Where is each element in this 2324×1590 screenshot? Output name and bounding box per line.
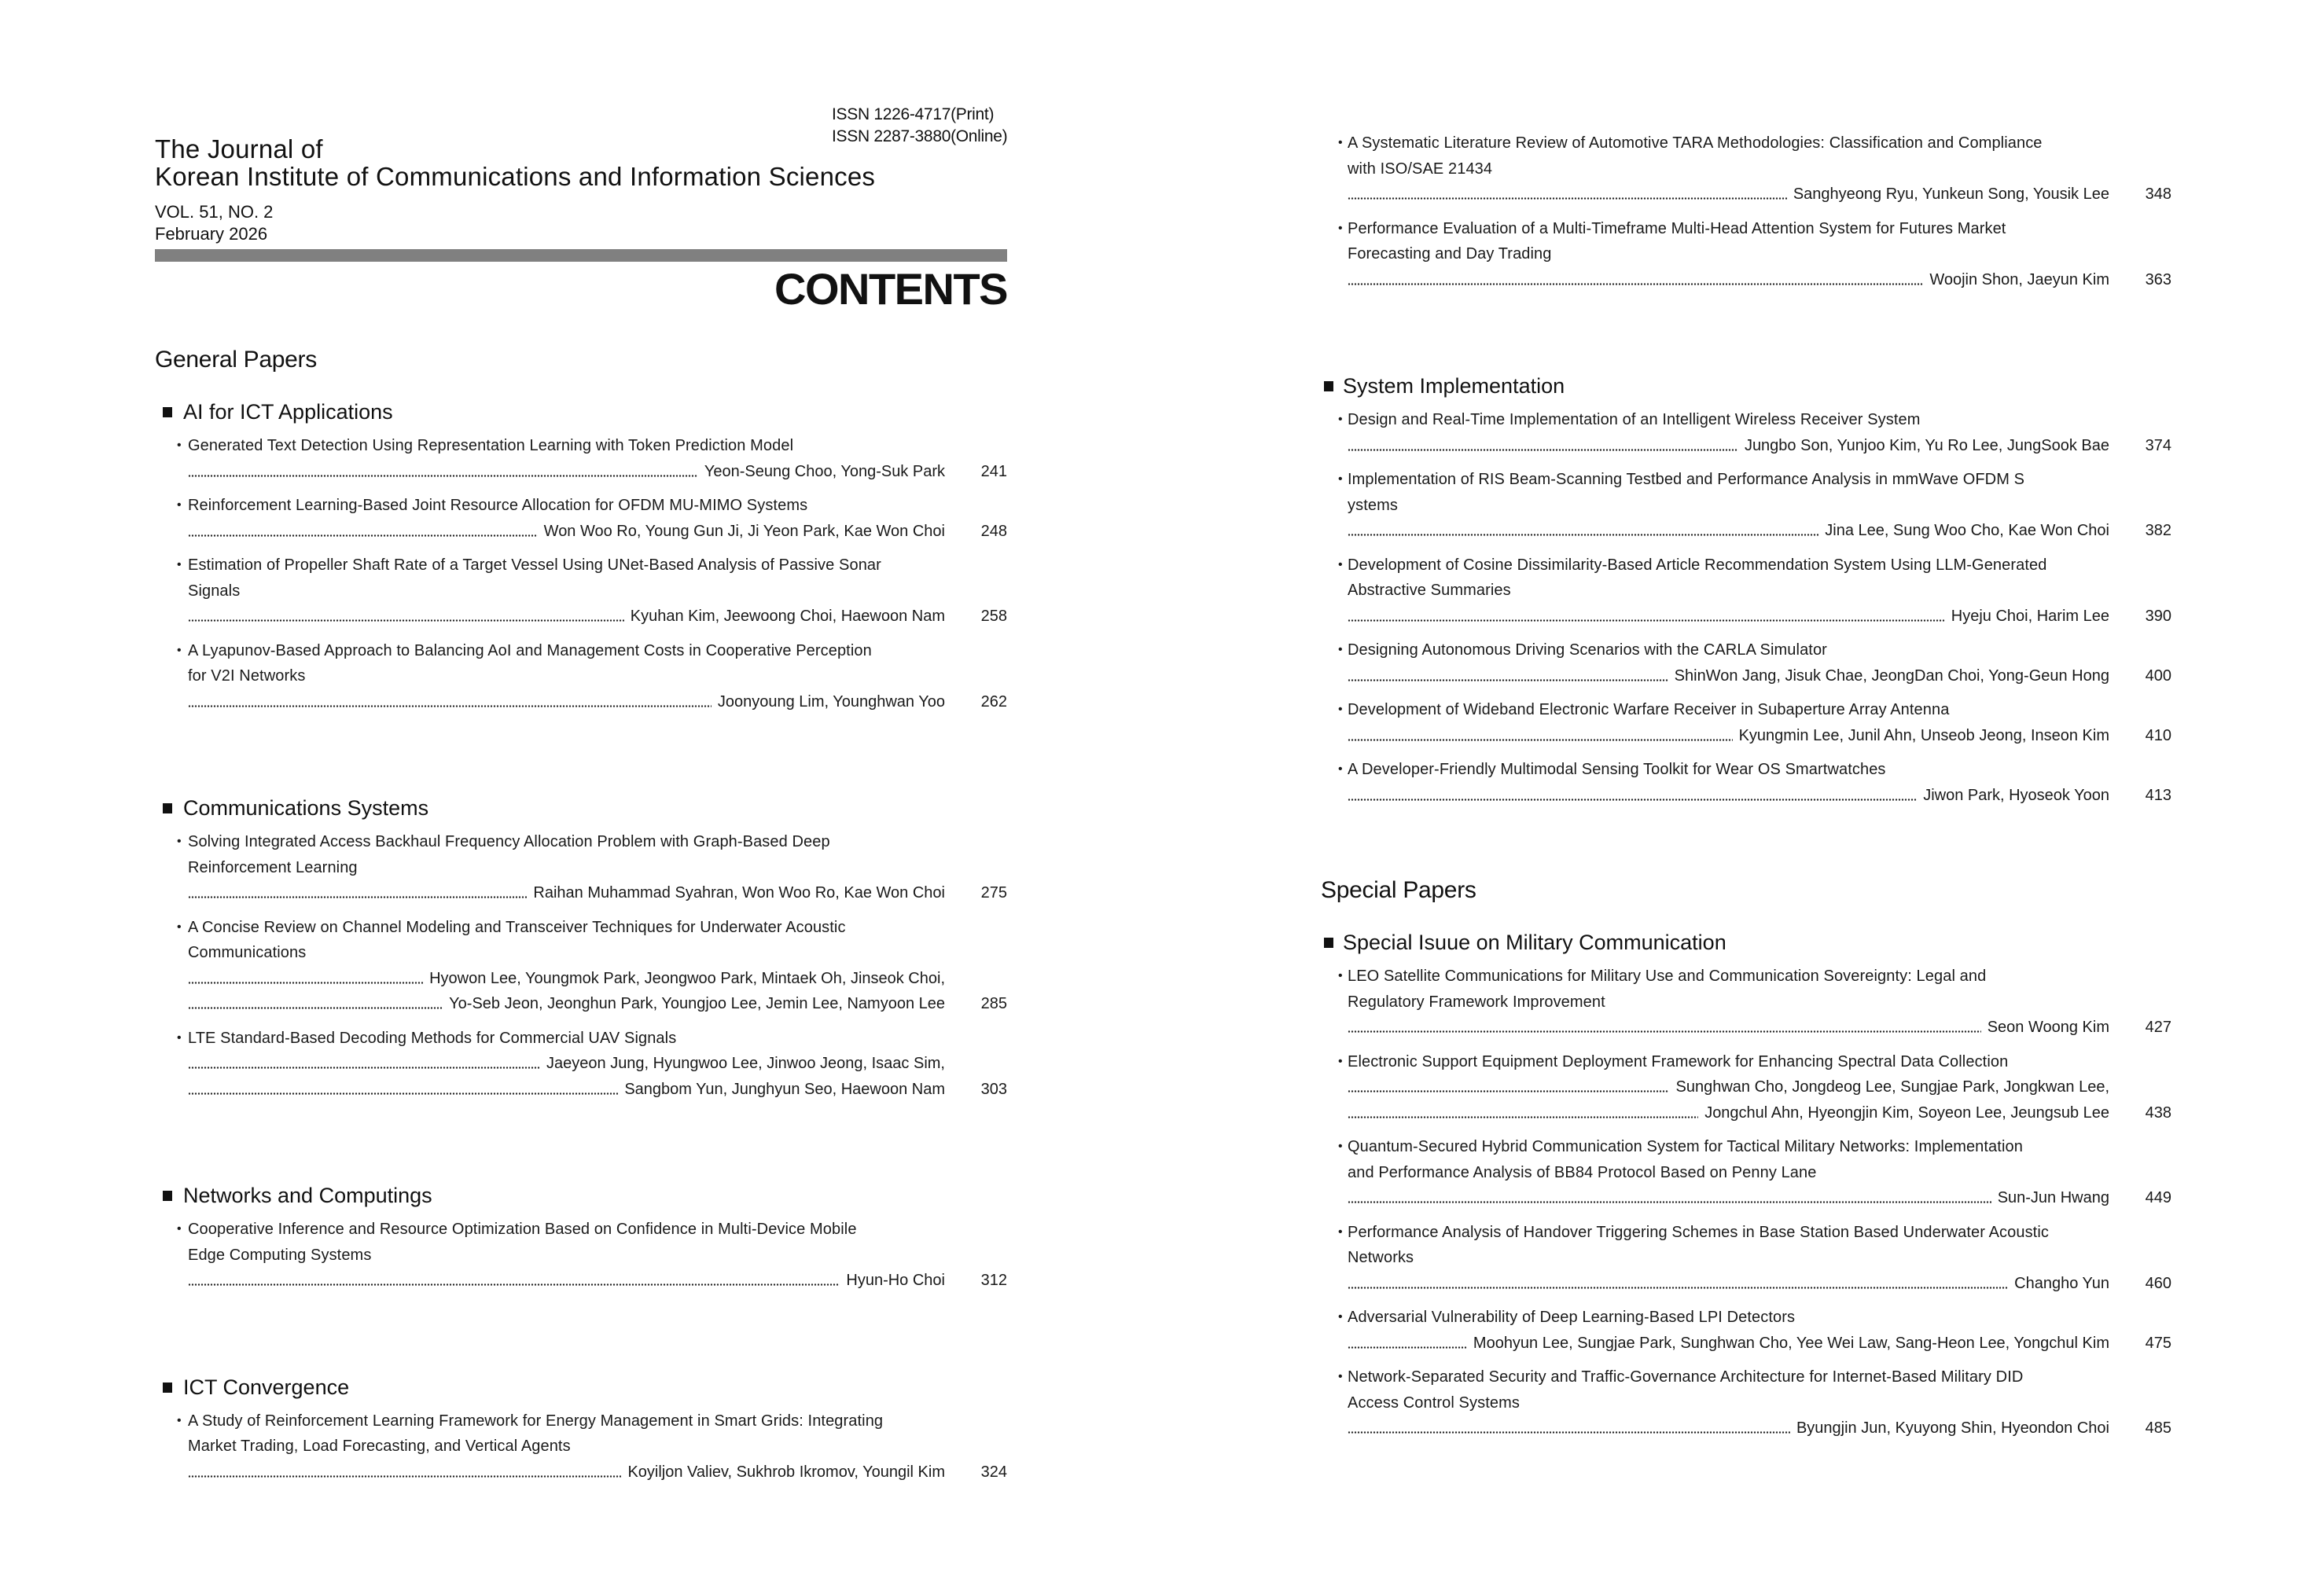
toc-entry[interactable] [155,1217,1007,1294]
leader-dots [188,475,698,477]
entry-title-line: and Performance Analysis of BB84 Protocol Based on Penny Lane [1348,1163,1817,1181]
entry-author-line [1348,604,2171,630]
toc-entry[interactable] [1321,1305,2171,1356]
section-heading [155,398,1007,426]
leader-dots [188,705,712,707]
entry-page-number: 262 [980,692,1007,711]
section-heading-label: AI for ICT Applications [183,400,393,424]
entry-authors: Byungjin Jun, Kyuyong Shin, Hyeondon Choi [1792,1416,2109,1441]
section-heading [1321,928,2171,957]
entry-author-line [188,1077,1007,1103]
toc-entry[interactable] [155,1408,1007,1485]
leader-dots [188,1092,618,1095]
entry-author-line [188,1051,1007,1077]
section-spacer [155,1111,1007,1159]
section-heading-label: Networks and Computings [183,1184,432,1207]
entry-title-line: • Performance Analysis of Handover Triggering Schemes in Base Station Based Underwater Acoustic [1321,1220,2171,1246]
entry-author-line [1348,1331,2171,1357]
right-sections [1321,301,2171,808]
entry-page-number: 258 [980,608,1007,625]
toc-entry[interactable] [1321,964,2171,1041]
entry-author-line [1348,1416,2171,1441]
entry-title-line: • Generated Text Detection Using Representation Learning with Token Prediction Model [155,433,1007,459]
entry-title-line: with ISO/SAE 21434 [1348,160,1493,178]
issn-online: ISSN 2287-3880(Online) [832,127,1008,145]
entry-author-line [1348,267,2171,293]
leader-dots [188,1475,621,1478]
toc-entry[interactable] [155,493,1007,544]
entry-title-line: Abstractive Summaries [1348,582,1511,599]
entry-author-line [1348,1271,2171,1297]
entry-title-line: for V2I Networks [188,667,306,685]
entry-authors: Sun-Jun Hwang [1993,1185,2109,1211]
entry-authors: Jungbo Son, Yunjoo Kim, Yu Ro Lee, JungSook Bae [1740,433,2109,459]
entry-authors: Moohyun Lee, Sungjae Park, Sunghwan Cho, Yee Wei Law, Sang-Heon Lee, Yongchul Kim [1469,1331,2109,1357]
entry-page-number: 460 [2145,1274,2171,1292]
leader-dots [1348,1201,1991,1203]
entry-author-line [1348,723,2171,749]
entry-page-number: 413 [2145,786,2171,804]
entry-title-line: Communications [188,944,307,961]
leader-dots [1348,739,1733,741]
entry-title-line: • A Developer-Friendly Multimodal Sensing Toolkit for Wear OS Smartwatches [1321,757,2171,783]
part-title-special-papers: Special Papers [1321,877,1476,903]
entry-title-line: • A Lyapunov-Based Approach to Balancing AoI and Management Costs in Cooperative Perception [155,638,1007,664]
square-bullet-icon [163,803,172,813]
entry-authors: Jongchul Ahn, Hyeongjin Kim, Soyeon Lee, Jeungsub Lee [1700,1100,2109,1126]
volume-number: VOL. 51, NO. 2 [155,202,274,222]
issue-date: February 2026 [155,224,268,244]
journal-title [155,135,875,190]
leader-dots [188,1067,540,1069]
entry-author-line [1348,663,2171,689]
entry-title-line: Access Control Systems [1348,1394,1520,1412]
section-heading [155,1181,1007,1210]
entry-page-number: 363 [2145,270,2171,288]
entry-author-line [188,991,1007,1017]
section-spacer [1321,301,2171,350]
entry-authors: Joonyoung Lim, Younghwan Yoo [713,689,945,715]
entry-author-line [1348,1185,2171,1211]
entry-title-line: • Design and Real-Time Implementation of an Intelligent Wireless Receiver System [1321,407,2171,433]
leader-dots [1348,449,1738,451]
entry-authors: Sunghwan Cho, Jongdeog Lee, Sungjae Park, Jongkwan Lee, [1671,1074,2109,1100]
entry-title-line: • Network-Separated Security and Traffic-Governance Architecture for Internet-Based Military DID [1321,1364,2171,1390]
header-divider-bar [155,249,1007,262]
entry-page-number: 275 [980,884,1007,901]
entry-title-line: • Quantum-Secured Hybrid Communication System for Tactical Military Networks: Implementation [1321,1134,2171,1160]
entry-authors: Hyeju Choi, Harim Lee [1947,604,2109,630]
entry-title-line: • Electronic Support Equipment Deployment Framework for Enhancing Spectral Data Collection [1321,1049,2171,1075]
entry-author-line [1348,783,2171,809]
leader-dots [1348,619,1945,622]
toc-entry[interactable] [1321,407,2171,458]
leader-dots [1348,1090,1669,1092]
toc-entry[interactable] [1321,553,2171,630]
entry-author-line [188,880,1007,906]
section-heading [155,1373,1007,1401]
square-bullet-icon [163,407,172,417]
entry-author-line [188,966,1007,992]
entry-title-line: Edge Computing Systems [188,1246,372,1264]
entry-title-line: • Solving Integrated Access Backhaul Frequency Allocation Problem with Graph-Based Deep [155,829,1007,855]
entry-authors: ShinWon Jang, Jisuk Chae, JeongDan Choi, Yong-Geun Hong [1670,663,2109,689]
toc-entry[interactable] [1321,697,2171,748]
special-sections [1321,928,2171,1441]
entry-title-line: Signals [188,582,241,600]
entry-page-number: 390 [2145,607,2171,625]
part-title-general-papers: General Papers [155,347,317,373]
leader-dots [1348,283,1923,285]
entry-authors: Hyun-Ho Choi [841,1268,945,1294]
leader-dots [188,982,423,984]
entry-authors: Raihan Muhammad Syahran, Won Woo Ro, Kae Won Choi [528,880,945,906]
left-column [155,344,1007,1493]
entry-title-line: Forecasting and Day Trading [1348,245,1552,263]
contents-heading: CONTENTS [774,264,1007,314]
section-heading-label: ICT Convergence [183,1375,350,1399]
entry-authors: Changho Yun [2010,1271,2109,1297]
leader-dots [1348,197,1787,200]
entry-title-line: Reinforcement Learning [188,858,358,876]
entry-title-line: Regulatory Framework Improvement [1348,993,1605,1011]
toc-entry[interactable] [1321,1049,2171,1126]
section-heading [155,794,1007,822]
section-heading [1321,372,2171,400]
toc-entry[interactable] [155,915,1007,1017]
entry-title-line: • A Concise Review on Channel Modeling and Transceiver Techniques for Underwater Acoustic [155,915,1007,941]
entry-title-line: • Reinforcement Learning-Based Joint Resource Allocation for OFDM MU-MIMO Systems [155,493,1007,519]
journal-title-line2: Korean Institute of Communications and Information Sciences [155,162,876,191]
leader-dots [188,896,527,898]
toc-entry[interactable] [155,553,1007,630]
entry-title-line: • Estimation of Propeller Shaft Rate of a Target Vessel Using UNet-Based Analysis of Passive Sonar [155,553,1007,578]
entry-author-line [188,604,1007,630]
entry-author-line [1348,1100,2171,1126]
entry-author-line [1348,518,2171,544]
entry-authors: Hyowon Lee, Youngmok Park, Jeongwoo Park, Mintaek Oh, Jinseok Choi, [425,966,945,992]
square-bullet-icon [1324,938,1333,948]
entry-author-line [188,519,1007,545]
entry-title-line: • Implementation of RIS Beam-Scanning Testbed and Performance Analysis in mmWave OFDM S [1321,467,2171,493]
entry-authors: Kyungmin Lee, Junil Ahn, Unseob Jeong, Inseon Kim [1734,723,2109,749]
entry-title-line: • Development of Wideband Electronic Warfare Receiver in Subaperture Array Antenna [1321,697,2171,723]
entry-title-line: • A Study of Reinforcement Learning Framework for Energy Management in Smart Grids: Integrating [155,1408,1007,1434]
journal-title-line1: The Journal of [155,134,323,163]
entry-page-number: 312 [980,1272,1007,1289]
section-spacer [155,723,1007,772]
entry-authors: Yo-Seb Jeon, Jeonghun Park, Youngjoo Lee, Jemin Lee, Namyoon Lee [444,991,945,1017]
entry-author-line [188,1268,1007,1294]
toc-entry[interactable] [155,638,1007,715]
entry-page-number: 324 [980,1463,1007,1481]
entry-authors: Yeon-Seung Choo, Yong-Suk Park [700,459,945,485]
toc-entry[interactable] [155,829,1007,906]
entry-title-line: Market Trading, Load Forecasting, and Vertical Agents [188,1438,571,1455]
entry-author-line [1348,1015,2171,1041]
entry-authors: Seon Woong Kim [1983,1015,2109,1041]
leader-dots [1348,1287,2008,1289]
entry-title-line: • Development of Cosine Dissimilarity-Based Article Recommendation System Using LLM-Generated [1321,553,2171,578]
entry-page-number: 382 [2145,522,2171,539]
square-bullet-icon [163,1191,172,1201]
leader-dots [188,1283,840,1286]
leader-dots [188,1007,443,1009]
right-column [1321,130,2171,1450]
square-bullet-icon [163,1383,172,1393]
entry-page-number: 449 [2145,1189,2171,1206]
entry-author-line [1348,433,2171,459]
entry-author-line [188,689,1007,715]
entry-page-number: 485 [2145,1419,2171,1437]
issue-info [155,201,273,245]
entry-author-line [1348,1074,2171,1100]
toc-entry[interactable] [155,433,1007,484]
entry-authors: Sanghyeong Ryu, Yunkeun Song, Yousik Lee [1789,182,2109,207]
section-heading-label: Communications Systems [183,796,429,820]
toc-entry[interactable] [1321,467,2171,544]
entry-page-number: 374 [2145,436,2171,454]
toc-entry[interactable] [1321,1220,2171,1297]
entry-authors: Koyiljon Valiev, Sukhrob Ikromov, Youngil Kim [623,1460,945,1485]
entry-authors: Woojin Shon, Jaeyun Kim [1925,267,2109,293]
toc-entry[interactable] [1321,637,2171,689]
entry-page-number: 303 [980,1080,1007,1098]
entry-author-line [188,1460,1007,1485]
section-spacer [155,1302,1007,1351]
continued-entries [1321,130,2171,292]
entry-page-number: 475 [2145,1334,2171,1352]
toc-entry[interactable] [1321,1134,2171,1211]
entry-page-number: 438 [2145,1103,2171,1122]
entry-authors: Sangbom Yun, Junghyun Seo, Haewoon Nam [620,1077,945,1103]
entry-title-line: • Adversarial Vulnerability of Deep Learning-Based LPI Detectors [1321,1305,2171,1331]
section-heading-label: Special Isuue on Military Communication [1343,931,1726,954]
leader-dots [1348,1116,1698,1118]
entry-title-line: • A Systematic Literature Review of Automotive TARA Methodologies: Classification and Compliance [1321,130,2171,156]
entry-author-line [1348,182,2171,207]
entry-authors: Won Woo Ro, Young Gun Ji, Ji Yeon Park, Kae Won Choi [539,519,945,545]
toc-entry[interactable] [1321,757,2171,808]
leader-dots [188,534,538,537]
entry-authors: Jiwon Park, Hyoseok Yoon [1918,783,2109,809]
entry-page-number: 348 [2145,185,2171,203]
entry-title-line: • Performance Evaluation of a Multi-Timeframe Multi-Head Attention System for Futures Market [1321,216,2171,242]
entry-page-number: 241 [980,462,1007,480]
leader-dots [188,619,624,622]
leader-dots [1348,679,1668,681]
toc-entry[interactable] [155,1026,1007,1103]
leader-dots [1348,799,1917,801]
issn-print: ISSN 1226-4717(Print) [832,105,995,123]
entry-title-line: • Cooperative Inference and Resource Optimization Based on Confidence in Multi-Device Mobile [155,1217,1007,1243]
leader-dots [1348,534,1818,536]
entry-author-line [188,459,1007,485]
leader-dots [1348,1431,1790,1434]
entry-title-line: • LEO Satellite Communications for Military Use and Communication Sovereignty: Legal and [1321,964,2171,990]
entry-page-number: 410 [2145,726,2171,744]
leader-dots [1348,1030,1981,1033]
entry-title-line: Networks [1348,1249,1414,1266]
entry-title-line: • LTE Standard-Based Decoding Methods for Commercial UAV Signals [155,1026,1007,1052]
entry-title-line: • Designing Autonomous Driving Scenarios with the CARLA Simulator [1321,637,2171,663]
entry-authors: Jaeyeon Jung, Hyungwoo Lee, Jinwoo Jeong, Isaac Sim, [542,1051,945,1077]
section-heading-label: System Implementation [1343,374,1565,398]
entry-page-number: 285 [980,995,1007,1012]
toc-entry[interactable] [1321,216,2171,293]
leader-dots [1348,1346,1467,1349]
entry-page-number: 400 [2145,666,2171,685]
left-sections [155,398,1007,1485]
entry-title-line: ystems [1348,496,1398,514]
entry-page-number: 427 [2145,1019,2171,1036]
square-bullet-icon [1324,381,1333,391]
entry-page-number: 248 [980,522,1007,540]
entry-authors: Kyuhan Kim, Jeewoong Choi, Haewoon Nam [626,604,945,630]
toc-entry[interactable] [1321,1364,2171,1441]
toc-entry[interactable] [1321,130,2171,207]
entry-authors: Jina Lee, Sung Woo Cho, Kae Won Choi [1820,518,2109,544]
